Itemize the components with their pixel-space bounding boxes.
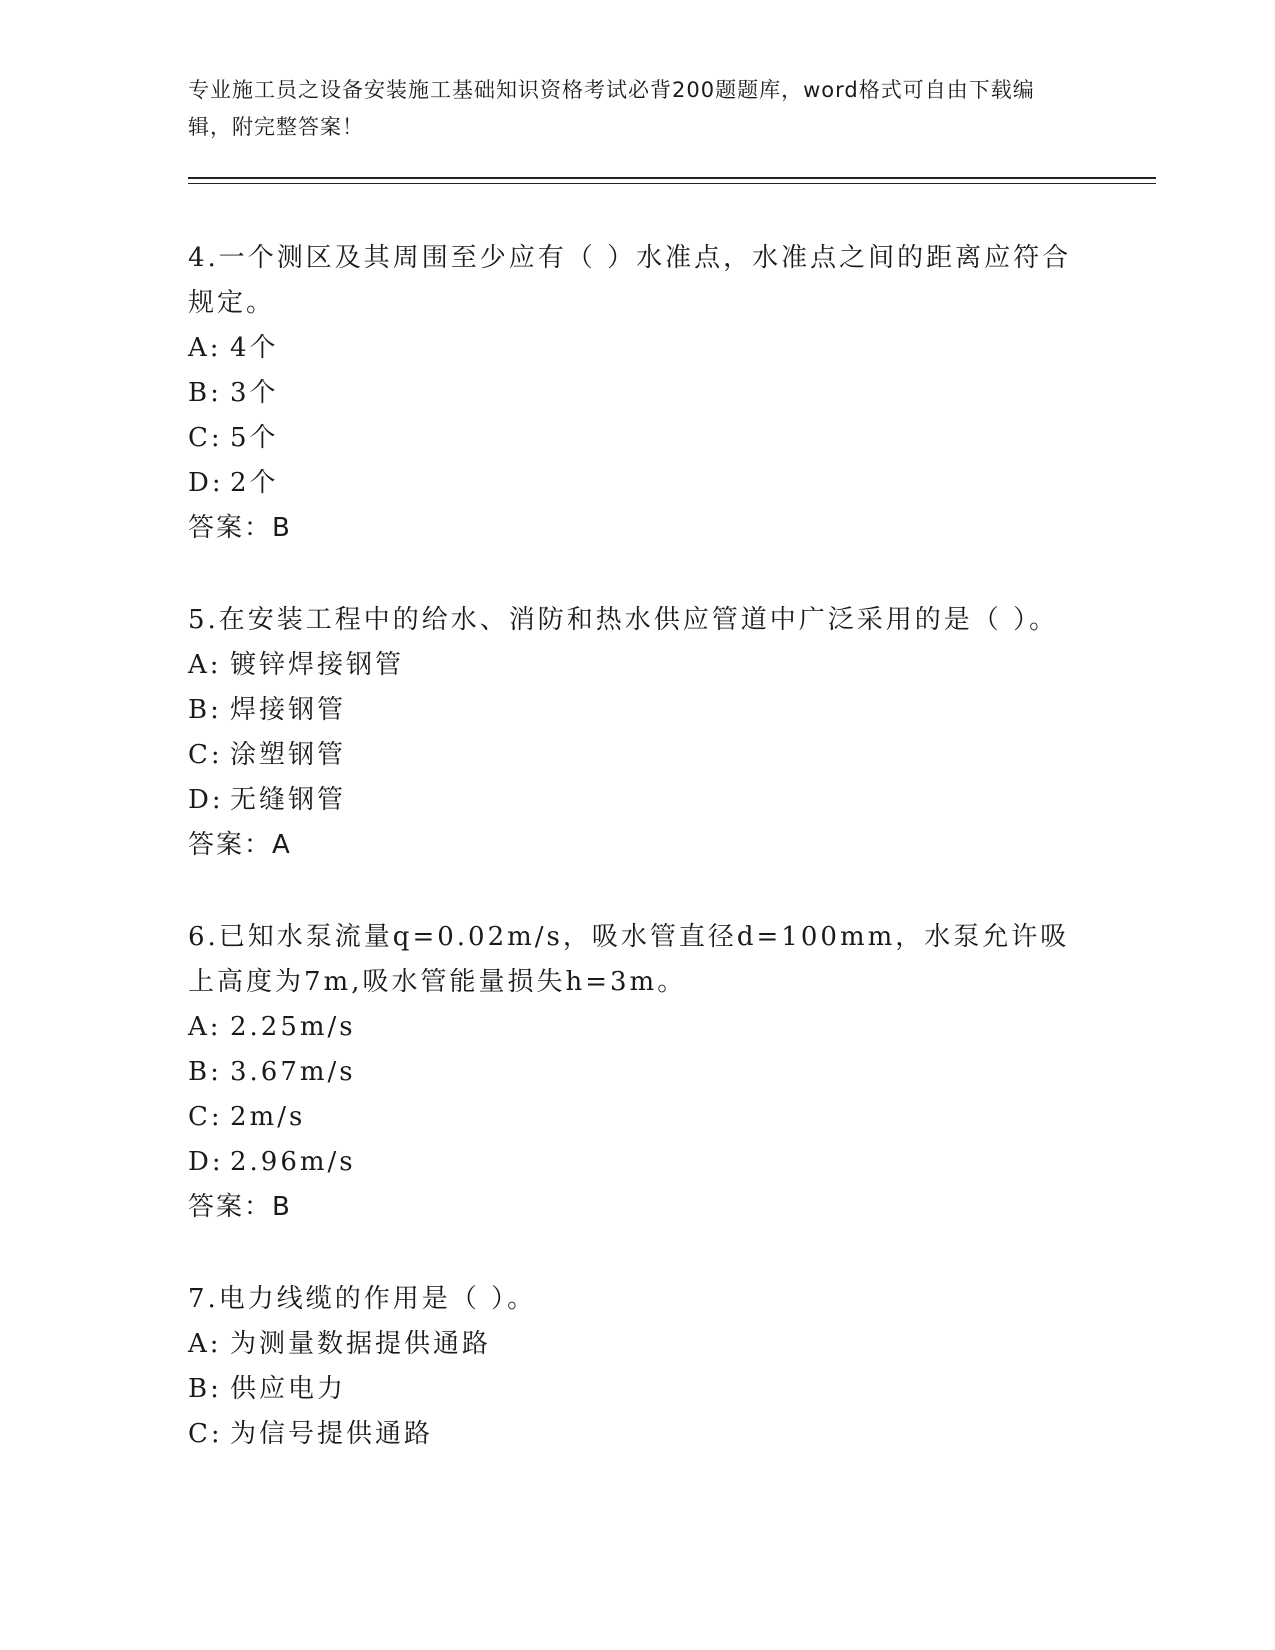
option-text: 无缝钢管	[230, 785, 347, 815]
option-text: 3.67m/s	[230, 1057, 356, 1087]
option-letter: A:	[188, 333, 222, 363]
option-b	[188, 1050, 1088, 1095]
question-4	[188, 236, 1088, 551]
question-stem: 7.电力线缆的作用是（ ）。	[188, 1284, 537, 1314]
option-text: 4个	[230, 333, 279, 363]
option-c	[188, 733, 1088, 778]
option-text: 2个	[230, 468, 279, 498]
option-a	[188, 1005, 1088, 1050]
option-text: 镀锌焊接钢管	[230, 650, 405, 680]
option-text: 为信号提供通路	[230, 1419, 434, 1449]
option-letter: C:	[188, 1102, 223, 1132]
option-letter: D:	[188, 785, 224, 815]
option-b	[188, 1367, 1088, 1412]
question-stem: 6.已知水泵流量q=0.02m/s，吸水管直径d=100mm，水泵允许吸上高度为7m,吸水管能量损失h=3m。	[188, 922, 1070, 997]
option-text: 供应电力	[230, 1374, 347, 1404]
option-d	[188, 1140, 1088, 1185]
option-c	[188, 416, 1088, 461]
option-letter: B:	[188, 1374, 222, 1404]
question-stem: 4.一个测区及其周围至少应有（ ）水准点，水准点之间的距离应符合规定。	[188, 243, 1072, 318]
option-letter: C:	[188, 740, 223, 770]
question-list	[188, 236, 1088, 1457]
option-text: 5个	[230, 423, 279, 453]
answer-line: 答案：A	[188, 830, 292, 860]
option-c	[188, 1412, 1088, 1457]
question-stem: 5.在安装工程中的给水、消防和热水供应管道中广泛采用的是（ ）。	[188, 605, 1059, 635]
option-letter: A:	[188, 650, 222, 680]
header-divider-bottom	[188, 183, 1156, 184]
option-text: 为测量数据提供通路	[230, 1329, 492, 1359]
option-text: 涂塑钢管	[230, 740, 347, 770]
option-letter: B:	[188, 1057, 222, 1087]
option-letter: D:	[188, 468, 224, 498]
option-letter: A:	[188, 1012, 222, 1042]
option-letter: B:	[188, 378, 222, 408]
option-a	[188, 643, 1088, 688]
option-letter: D:	[188, 1147, 224, 1177]
answer-line: 答案：B	[188, 513, 292, 543]
option-d	[188, 778, 1088, 823]
option-letter: C:	[188, 1419, 223, 1449]
question-5	[188, 598, 1088, 868]
option-letter: B:	[188, 695, 222, 725]
option-b	[188, 371, 1088, 416]
option-text: 2.25m/s	[230, 1012, 356, 1042]
option-letter: A:	[188, 1329, 222, 1359]
option-text: 2.96m/s	[230, 1147, 356, 1177]
option-a	[188, 1322, 1088, 1367]
option-text: 焊接钢管	[230, 695, 347, 725]
question-6	[188, 915, 1088, 1230]
option-a	[188, 326, 1088, 371]
document-header: 专业施工员之设备安装施工基础知识资格考试必背200题题库，word格式可自由下载编辑，附完整答案！	[188, 78, 1035, 139]
option-d	[188, 461, 1088, 506]
option-text: 2m/s	[230, 1102, 306, 1132]
option-c	[188, 1095, 1088, 1140]
answer-line: 答案：B	[188, 1192, 292, 1222]
option-text: 3个	[230, 378, 279, 408]
question-7	[188, 1277, 1088, 1457]
option-b	[188, 688, 1088, 733]
option-letter: C:	[188, 423, 223, 453]
header-divider-top	[188, 177, 1156, 179]
